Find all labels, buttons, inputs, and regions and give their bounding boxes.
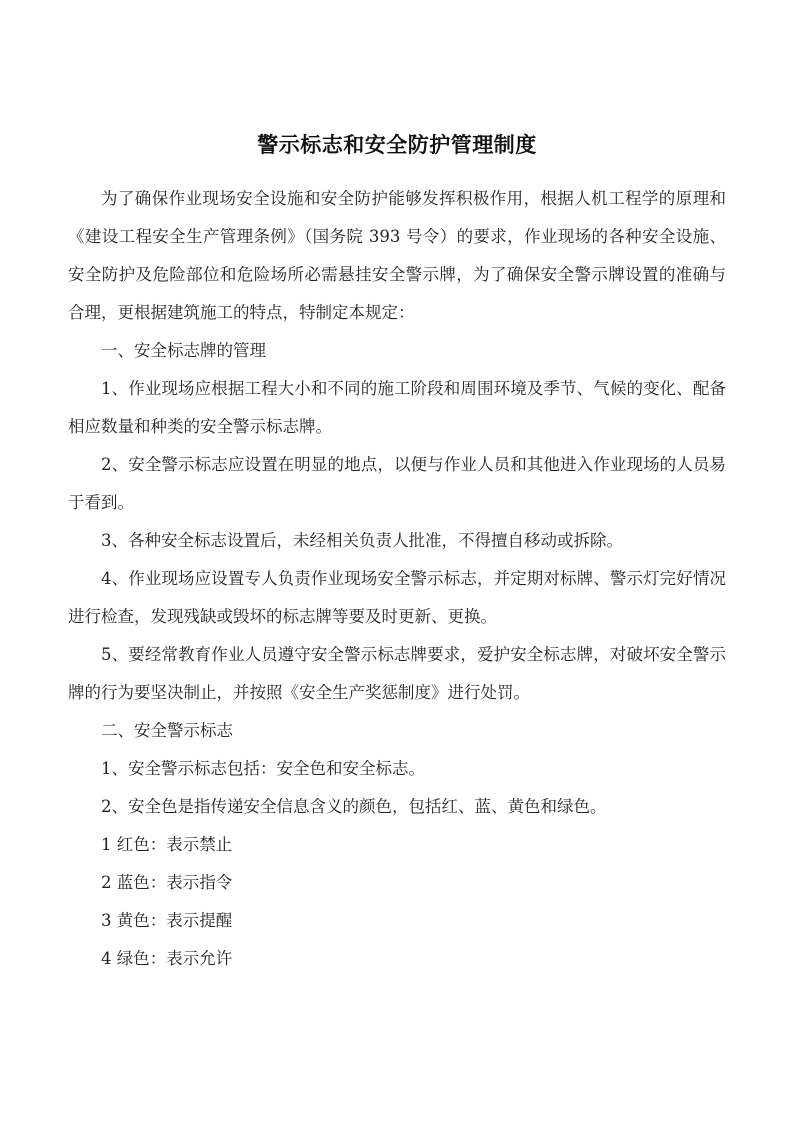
list-item: 1、作业现场应根据工程大小和不同的施工阶段和周围环境及季节、气候的变化、配备相应数量和种类的安全警示标志牌。 <box>68 379 726 436</box>
list-item: 3、各种安全标志设置后，未经相关负责人批准，不得擅自移动或拆除。 <box>101 531 623 550</box>
list-item: 4、作业现场应设置专人负责作业现场安全警示标志，并定期对标牌、警示灯完好情况进行检查，发现残缺或毁坏的标志牌等要及时更新、更换。 <box>68 569 726 626</box>
page-title: 警示标志和安全防护管理制度 <box>257 132 537 157</box>
color-list-item: 2 蓝色：表示指令 <box>101 873 233 892</box>
list-item: 2、安全警示标志应设置在明显的地点，以便与作业人员和其他进入作业现场的人员易于看到。 <box>68 455 726 512</box>
color-list-item: 3 黄色：表示提醒 <box>101 911 233 930</box>
section-heading-two: 二、安全警示标志 <box>101 721 233 740</box>
paragraph-preamble: 为了确保作业现场安全设施和安全防护能够发挥积极作用，根据人机工程学的原理和《建设工程安全生产管理条例》（国务院 393 号令）的要求，作业现场的各种安全设施、安全防护及危险部位和危险场所必需悬挂安全警示牌，为了确保安全警示牌设置的准确与合理，更根据建筑施工的特点，特制定本规定： <box>68 189 726 322</box>
section-heading-one: 一、安全标志牌的管理 <box>101 341 266 360</box>
document-content <box>68 0 726 978</box>
list-item: 2、安全色是指传递安全信息含义的颜色，包括红、蓝、黄色和绿色。 <box>101 797 607 816</box>
list-item: 1、安全警示标志包括：安全色和安全标志。 <box>101 759 425 778</box>
color-list-item: 4 绿色：表示允许 <box>101 949 233 968</box>
list-item: 5、要经常教育作业人员遵守安全警示标志牌要求，爱护安全标志牌，对破坏安全警示牌的行为要坚决制止，并按照《安全生产奖惩制度》进行处罚。 <box>68 645 726 702</box>
color-list-item: 1 红色：表示禁止 <box>101 835 233 854</box>
document-body <box>68 160 726 978</box>
